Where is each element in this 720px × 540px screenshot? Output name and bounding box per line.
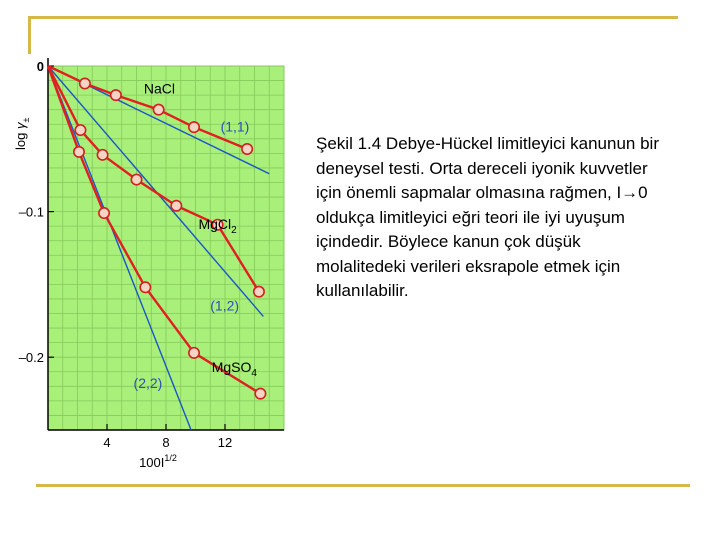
bottom-rule — [36, 484, 690, 487]
data-point — [171, 201, 181, 211]
series-label: MgCl$_2$ — [198, 216, 237, 237]
data-point — [140, 282, 150, 292]
data-point — [153, 104, 163, 114]
data-point — [99, 208, 109, 218]
y-tick-label: 0 — [36, 59, 44, 74]
data-point — [111, 90, 121, 100]
y-axis-label: $\log \gamma_\pm$ — [13, 117, 31, 150]
series-label: MgSO$_4$ — [211, 358, 257, 379]
x-tick-label: 12 — [217, 435, 233, 450]
data-point — [189, 122, 199, 132]
data-point — [254, 286, 264, 296]
limiting-law-label: (1,1) — [220, 118, 250, 135]
data-point — [97, 150, 107, 160]
data-point — [189, 348, 199, 358]
figure-caption: Şekil 1.4 Debye-Hückel limitleyici kanunun bir deneysel testi. Orta dereceli iyonik kuvvetler için önemli sapmalar olmasına rağmen, I→0 oldukça limitleyici eğri teori ile iyi uyuşum içindedir. Böylece kanun çok düşük molalitedeki verileri eksrapole etmek için kullanılabilir. — [316, 134, 659, 300]
limiting-law-label: (1,2) — [210, 297, 240, 314]
data-point — [75, 125, 85, 135]
data-point — [80, 78, 90, 88]
data-point — [131, 174, 141, 184]
series-label: NaCl — [143, 80, 175, 97]
data-point — [255, 388, 265, 398]
x-tick-label: 8 — [162, 435, 170, 450]
y-tick-label: –0.2 — [18, 350, 44, 366]
data-point — [242, 144, 252, 154]
x-tick-label: 4 — [103, 435, 111, 450]
x-axis-label: $100I^{1/2}$ — [139, 453, 177, 470]
y-tick-label: –0.1 — [18, 204, 44, 220]
limiting-law-label: (2,2) — [133, 374, 163, 391]
data-point — [74, 147, 84, 157]
